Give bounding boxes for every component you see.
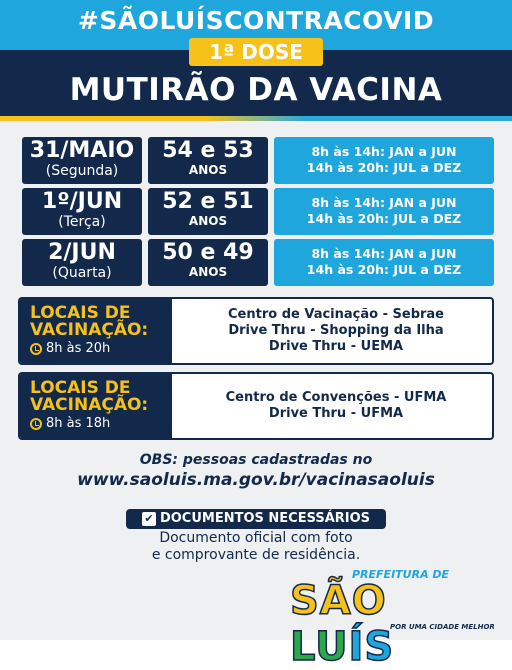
date: 31/MAIO [29, 138, 135, 163]
date-box [22, 188, 142, 235]
hashtag: #SÃOLUÍSCONTRACOVID [77, 6, 435, 35]
place: Centro de Vacinação - Sebrae [228, 307, 444, 322]
locations-title-2: VACINAÇÃO: [30, 320, 149, 340]
date: 2/JUN [48, 240, 116, 265]
documents-line-1: Documento oficial com foto [159, 530, 353, 546]
color-stripe [0, 116, 512, 121]
date: 1º/JUN [41, 189, 123, 214]
hours-text: 8h às 18h [46, 416, 111, 431]
locations-title-2: VACINAÇÃO: [30, 395, 149, 415]
locations-title-1: LOCAIS DE [30, 378, 131, 398]
age-box [148, 188, 268, 235]
logo-prefeitura: PREFEITURA DE [352, 568, 450, 581]
website-link[interactable]: www.saoluis.ma.gov.br/vacinasaoluis [77, 470, 435, 490]
locations-label [20, 299, 172, 363]
weekday: (Segunda) [45, 163, 119, 179]
age-box [148, 137, 268, 184]
documents-text [0, 530, 512, 564]
page-title: MUTIRÃO DA VACINA [69, 72, 443, 108]
opening-hours [30, 416, 172, 432]
date-box [22, 239, 142, 286]
schedule-row [22, 188, 494, 235]
city-logo [290, 568, 495, 670]
clock-icon [30, 418, 42, 430]
date-box [22, 137, 142, 184]
weekday: (Terça) [58, 214, 106, 230]
opening-hours [30, 341, 172, 357]
schedule-line-1: 8h às 14h: JAN a JUN [311, 195, 457, 210]
check-icon: ✔ [142, 512, 156, 526]
schedule-row [22, 239, 494, 286]
logo-city-name: SÃO LUÍS [290, 578, 395, 670]
time-schedule [274, 239, 494, 286]
dose-badge: 1ª DOSE [189, 38, 323, 66]
locations-title-1: LOCAIS DE [30, 303, 131, 323]
clock-icon [30, 343, 42, 355]
weekday: (Quarta) [52, 265, 112, 281]
schedule-line-1: 8h às 14h: JAN a JUN [311, 144, 457, 159]
documents-line-2: e comprovante de residência. [151, 547, 361, 563]
places-list [180, 374, 492, 438]
ages: 54 e 53 [162, 138, 254, 163]
time-schedule [274, 188, 494, 235]
locations-box [18, 372, 494, 440]
time-schedule [274, 137, 494, 184]
place: Drive Thru - Shopping da Ilha [228, 323, 444, 338]
locations-label [20, 374, 172, 438]
locations-box [18, 297, 494, 365]
schedule-line-2: 14h às 20h: JUL a DEZ [306, 160, 462, 175]
place: Drive Thru - UFMA [268, 406, 404, 421]
schedule-line-2: 14h às 20h: JUL a DEZ [306, 211, 462, 226]
schedule-row [22, 137, 494, 184]
schedule-line-2: 14h às 20h: JUL a DEZ [306, 262, 462, 277]
place: Centro de Convenções - UFMA [225, 390, 447, 405]
documents-badge-label: DOCUMENTOS NECESSÁRIOS [159, 511, 371, 526]
age-box [148, 239, 268, 286]
documents-badge [126, 509, 386, 529]
ages-label: ANOS [188, 214, 228, 228]
ages-label: ANOS [188, 163, 228, 177]
obs-note: OBS: pessoas cadastradas no [139, 452, 373, 468]
ages-label: ANOS [188, 265, 228, 279]
schedule-line-1: 8h às 14h: JAN a JUN [311, 246, 457, 261]
hours-text: 8h às 20h [46, 341, 111, 356]
places-list [180, 299, 492, 363]
ages: 50 e 49 [162, 240, 254, 265]
place: Drive Thru - UEMA [268, 339, 404, 354]
ages: 52 e 51 [162, 189, 254, 214]
logo-slogan: POR UMA CIDADE MELHOR [390, 623, 495, 631]
